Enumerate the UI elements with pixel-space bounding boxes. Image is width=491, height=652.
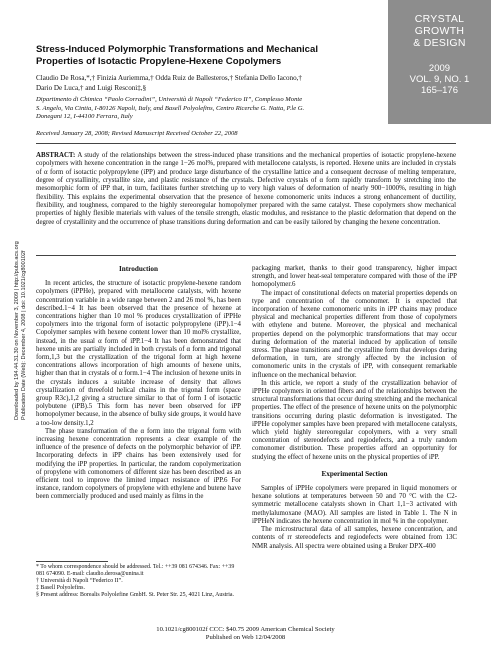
journal-name-line: & DESIGN	[413, 37, 466, 49]
journal-year: 2009	[428, 63, 451, 74]
affiliation-line: S. Angelo, Via Cintia, I-80126 Napoli, Italy, and Basell Polyolefins, Centro Ricerche G. Natta, P.le G.	[36, 104, 305, 112]
journal-pages: 165–176	[421, 85, 458, 96]
abstract	[36, 152, 456, 227]
paragraph: Samples of iPPHe copolymers were prepared in liquid monomers or hexane solutions at temperatures between 50 and 70 °C with the C2-symmetric metallocene catalysts shown in Chart 1,1−3 activated with methylalumoxane (MAO). All samples are listed in Table 1. The N in iPPHeN indicates the hexene concentration in mol % in the copolymer.	[252, 485, 457, 525]
watermark-line: Publication Date (Web): December 4, 2008 | doi: 10.1021/cg800102f	[21, 250, 27, 420]
title-line: Properties of Isotactic Propylene-Hexene Copolymers	[36, 56, 282, 67]
footnote: * To whom correspondence should be addressed. Tel.: ++39 081 674346. Fax: ++39 081 674090. E-mail: claudio.derosa@unina.it	[36, 564, 235, 578]
affiliation	[36, 96, 381, 122]
footnote: § Present address: Borealis Polyolefine GmbH. St. Peter Str. 25, 4021 Linz, Austria.	[36, 592, 234, 599]
doi-line: 10.1021/cg800102f CCC: $40.75 2009 American Chemical Society	[156, 626, 335, 633]
paragraph: The impact of constitutional defects on material properties depends on type and concentration of the comonomer. It is expected that incorporation of hexene comonomeric units in iPP chains may produce physical and mechanical properties different from those of copolymers with ethylene and butene. Moreover, the physical and mechanical properties depend on the polymorphic transformations that may occur during deformation of the material induced by application of tensile stress. The phase transitions and the crystalline form that develops during deformation, in turn, are strongly affected by the inclusion of comonomeric units in the crystals of iPP, with consequent remarkable influence on the mechanical behavior.	[252, 289, 457, 379]
published-date: Published on Web 12/04/2008	[205, 634, 286, 641]
left-column	[36, 265, 241, 502]
author-list	[36, 74, 381, 93]
right-column	[252, 265, 457, 551]
journal-volume: VOL. 9, NO. 1	[409, 74, 470, 85]
download-watermark	[14, 241, 28, 420]
journal-badge	[388, 0, 491, 124]
title-line: Stress-Induced Polymorphic Transformations and Mechanical	[36, 44, 319, 55]
received-dates: Received January 28, 2008; Revised Manuscript Received October 22, 2008	[36, 130, 238, 137]
journal-name-line: GROWTH	[414, 25, 465, 37]
paragraph: The phase transformation of the α form into the trigonal form with increasing hexene concentration represents a clear example of the influence of the presence of defects on the polymorphic behavior of iPP. Incorporating defects in iPP chains has been extensively used for modifying the iPP properties. In particular, the random copolymerization of propylene with comonomers of different size has been described as an efficient tool to improve the limited impact resistance of iPP.6 For instance, random copolymers of propylene with ethylene and butene have been commercially produced and used mainly as films in the	[36, 427, 241, 501]
paragraph: The microstructural data of all samples, hexene concentration, and contents of rr stereodefects and regiodefects were obtained from 13C NMR analysis. All spectra were obtained using a Bruker DPX-400	[252, 526, 457, 550]
paragraph: In recent articles, the structure of isotactic propylene-hexene random copolymers (iPPHe), prepared with metallocene catalysts, with hexene concentration variable in a wide range between 2 and 26 mol %, has been described.1−4 It has been observed that the presence of hexene at concentrations higher than 10 mol % produces crystallization of iPPHe copolymers into the trigonal form of isotactic polypropylene (iPP).1−4 Copolymer samples with hexene content lower than 10 mol% crystallize, instead, in the usual α form of iPP.1−4 It has been demonstrated that hexene units are partially included in both crystals of α form and trigonal form,1,3 but the crystallization of the trigonal form at high hexene concentrations allows incorporation of high amounts of hexene units, higher than that in crystals of α form.1−4 The inclusion of hexene units in the crystals induces a suitable increase of density that allows crystallization of threefold helical chains in the trigonal form (space group R3c),1,2 giving a structure similar to that of form I of isotactic polybutene (iPB).5 This form has never been observed for iPP homopolymer because, in the absence of bulky side groups, it would have a too-low density.1,2	[36, 280, 241, 427]
paragraph: packaging market, thanks to their good transparency, higher impact strength, and lower heat-seal temperature compared with those of the iPP homopolymer.6	[252, 265, 457, 289]
paragraph: In this article, we report a study of the crystallization behavior of iPPHe copolymers in oriented fibers and of the relationships between the structural transformations that occur during stretching and the mechanical properties. The effect of the presence of hexene units on the polymorphic transitions occurring during plastic deformation is investigated. The iPPHe copolymer samples have been prepared with metallocene catalysts, which yield highly stereoregular copolymers, with a very small concentration of stereodefects and regiodefects, and a truly random comonomer distribution. These properties afford an opportunity for studying the effect of hexene units on the physical properties of iPP.	[252, 379, 457, 461]
section-heading-experimental: Experimental Section	[321, 469, 388, 478]
section-heading-introduction: Introduction	[118, 265, 158, 273]
footnote-divider	[36, 561, 108, 562]
divider	[36, 143, 456, 144]
footnote: † Università di Napoli “Federico II”.	[36, 578, 123, 585]
affiliation-line: Donegani 12, I-44100 Ferrara, Italy	[36, 113, 133, 121]
journal-name	[388, 13, 491, 49]
author-line: Dario De Luca,† and Luigi Resconi‡,§	[36, 83, 147, 92]
divider	[36, 255, 456, 256]
footnote: ‡ Basell Polyolefins.	[36, 585, 85, 592]
watermark-line: Downloaded by 194.44.31.30 on November 3, 2009 | http://pubs.acs.org	[14, 241, 20, 420]
author-line: Claudio De Rosa,*,† Finizia Auriemma,† Odda Ruiz de Ballesteros,† Stefania Dello Iacono,†	[36, 74, 302, 82]
article-title	[36, 44, 381, 68]
page-footer	[0, 626, 491, 642]
abstract-label: ABSTRACT:	[36, 152, 76, 159]
journal-name-line: CRYSTAL	[414, 13, 465, 25]
abstract-text: A study of the relationships between the stress-induced phase transitions and the mechanical properties of isotactic propylene-hexene copolymers with hexene concentration in the range 1−26 mol%, prepared with metallocene catalysts, is reported. Hexene units are included in crystals of α form of isotactic polypropylene (iPP) and produce large disturbance of the crystalline lattice and a consequent decrease of melting temperature, degree of crystallinity, crystallite size, and plastic resistance of the crystals. Defective crystals of α form rapidly transform by stretching into the mesomorphic form of iPP that, in turn, facilitates further stretching up to very high values of deformation of nearly 900−1000%, resulting in high flexibility. This explains the experimental observation that the presence of hexene comonomeric units induces a strong enhancement of ductility, flexibility, and toughness, compared to the highly stereoregular homopolymer prepared with the same catalyst. These copolymers show mechanical properties of highly flexible materials with values of the tensile strength, elastic modulus, and resistance to the plastic deformation that depend on the degree of crystallinity and the occurrence of phase transitions during deformation and can be easily tailored by changing the hexene concentration.	[36, 152, 456, 226]
affiliation-line: Dipartimento di Chimica “Paolo Corradini”, Università di Napoli “Federico II”, Complesso Monte	[36, 96, 303, 103]
footnotes	[36, 564, 241, 599]
